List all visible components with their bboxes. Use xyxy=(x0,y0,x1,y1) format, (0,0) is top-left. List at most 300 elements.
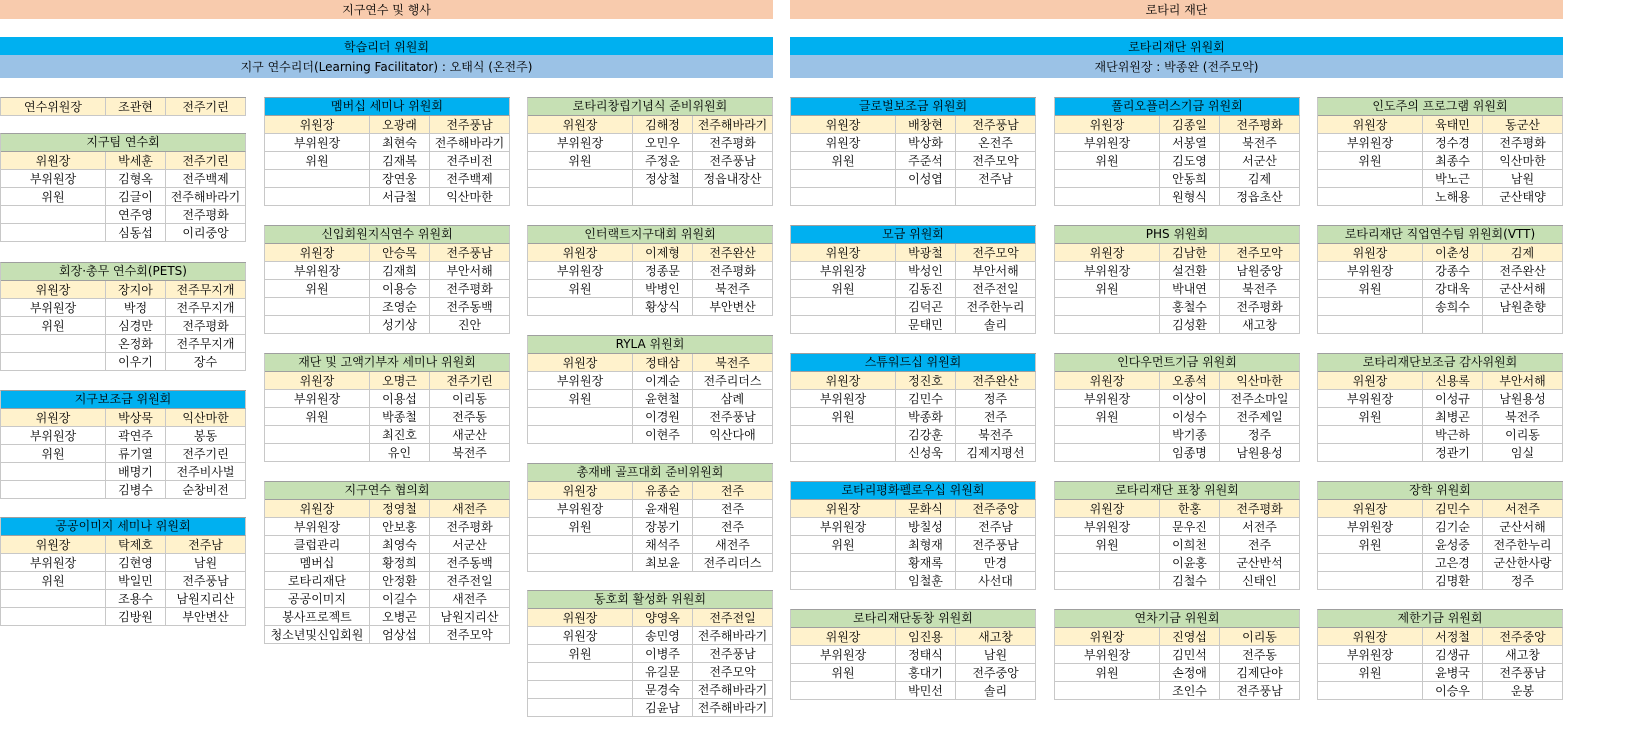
role-cell: 부위원장 xyxy=(528,372,633,390)
club-cell: 전주 xyxy=(956,408,1036,426)
role-cell xyxy=(1,335,106,353)
role-cell: 위원 xyxy=(1055,536,1160,554)
role-cell xyxy=(1,224,106,242)
member-row xyxy=(1,481,246,499)
c-interact-table xyxy=(527,225,773,316)
role-cell: 위원장 xyxy=(791,628,896,646)
role-cell xyxy=(791,426,896,444)
name-cell: 오병곤 xyxy=(370,608,430,626)
c-scholar-table xyxy=(1317,481,1563,590)
name-cell: 오명근 xyxy=(370,372,430,390)
role-cell: 부위원장 xyxy=(265,262,370,280)
role-cell: 위원 xyxy=(1055,152,1160,170)
name-cell: 박민선 xyxy=(896,682,956,700)
name-cell: 주준석 xyxy=(896,152,956,170)
chair-row xyxy=(1055,628,1300,646)
member-row xyxy=(265,590,510,608)
member-row xyxy=(528,645,773,663)
member-row xyxy=(1055,280,1300,298)
training-chair-role: 연수위원장 xyxy=(1,98,106,116)
name-cell: 이희천 xyxy=(1160,536,1220,554)
c-club-title: 동호회 활성화 위원회 xyxy=(528,591,773,609)
member-row xyxy=(1055,554,1300,572)
role-cell: 위원 xyxy=(265,152,370,170)
club-cell: 부안변산 xyxy=(166,608,246,626)
c-phs-table xyxy=(1054,225,1300,334)
name-cell: 연주영 xyxy=(106,206,166,224)
club-cell: 전주평화 xyxy=(1220,500,1300,518)
name-cell: 강종수 xyxy=(1423,262,1483,280)
club-cell: 전주한누리 xyxy=(956,298,1036,316)
member-row xyxy=(1055,408,1300,426)
name-cell: 조영순 xyxy=(370,298,430,316)
c-ryla-title: RYLA 위원회 xyxy=(528,336,773,354)
club-cell: 전주남 xyxy=(956,170,1036,188)
role-cell: 멤버십 xyxy=(265,554,370,572)
role-cell: 위원 xyxy=(528,518,633,536)
role-cell: 부위원장 xyxy=(528,262,633,280)
chair-row xyxy=(791,500,1036,518)
member-row xyxy=(528,699,773,717)
c-fund-title: 모금 위원회 xyxy=(791,226,1036,244)
name-cell: 박광철 xyxy=(896,244,956,262)
club-cell: 군산태양 xyxy=(1483,188,1563,206)
name-cell: 설건환 xyxy=(1160,262,1220,280)
name-cell: 박근하 xyxy=(1423,426,1483,444)
name-cell: 김병수 xyxy=(106,481,166,499)
name-cell xyxy=(633,188,693,206)
club-cell: 정주 xyxy=(956,390,1036,408)
role-cell: 위원 xyxy=(791,536,896,554)
role-cell xyxy=(528,188,633,206)
name-cell: 이제형 xyxy=(633,244,693,262)
club-cell: 전주백제 xyxy=(166,170,246,188)
role-cell: 봉사프로젝트 xyxy=(265,608,370,626)
role-cell: 위원장 xyxy=(1,281,106,299)
club-cell: 전주무지개 xyxy=(166,281,246,299)
c-member-table xyxy=(264,97,510,206)
club-cell: 남원용성 xyxy=(1483,390,1563,408)
club-cell: 서군산 xyxy=(1220,152,1300,170)
role-cell: 부위원장 xyxy=(1055,646,1160,664)
role-cell: 부위원장 xyxy=(1318,390,1423,408)
c-award-table xyxy=(1054,481,1300,590)
role-cell xyxy=(1055,572,1160,590)
name-cell: 손정애 xyxy=(1160,664,1220,682)
club-cell: 전주풍남 xyxy=(693,408,773,426)
c-interact-title: 인터랙트지구대회 위원회 xyxy=(528,226,773,244)
c-anniv-table xyxy=(527,97,773,206)
club-cell: 부안서해 xyxy=(430,262,510,280)
role-cell: 위원 xyxy=(1318,280,1423,298)
club-cell: 이리동 xyxy=(1483,426,1563,444)
club-cell: 전주평화 xyxy=(693,262,773,280)
role-cell xyxy=(791,444,896,462)
role-cell xyxy=(528,298,633,316)
club-cell: 전주비사벌 xyxy=(166,463,246,481)
role-cell: 부위원장 xyxy=(791,262,896,280)
club-cell: 김제 xyxy=(1220,170,1300,188)
member-row xyxy=(528,627,773,645)
role-cell: 부위원장 xyxy=(1318,262,1423,280)
club-cell xyxy=(693,188,773,206)
member-row xyxy=(1,335,246,353)
club-cell: 사선대 xyxy=(956,572,1036,590)
role-cell: 부위원장 xyxy=(1318,134,1423,152)
club-cell: 전주 xyxy=(693,518,773,536)
chair-row xyxy=(1318,116,1563,134)
club-cell: 전주풍남 xyxy=(693,152,773,170)
member-row xyxy=(1,463,246,481)
role-cell xyxy=(1318,298,1423,316)
member-row xyxy=(1318,426,1563,444)
member-row xyxy=(1,299,246,317)
role-cell xyxy=(528,536,633,554)
member-row xyxy=(265,390,510,408)
club-cell: 남원춘향 xyxy=(1483,298,1563,316)
chair-row xyxy=(1318,244,1563,262)
c-council-title: 지구연수 협의회 xyxy=(265,482,510,500)
member-row xyxy=(1,206,246,224)
chair-row xyxy=(791,628,1036,646)
role-cell: 위원장 xyxy=(1,409,106,427)
club-cell: 삼례 xyxy=(693,390,773,408)
c-grant-title: 지구보조금 위원회 xyxy=(1,391,246,409)
role-cell: 위원장 xyxy=(1055,116,1160,134)
club-cell: 전주풍남 xyxy=(693,645,773,663)
name-cell: 심동섭 xyxy=(106,224,166,242)
name-cell: 김해정 xyxy=(633,116,693,134)
role-cell: 위원 xyxy=(791,664,896,682)
club-cell: 임실 xyxy=(1483,444,1563,462)
member-row xyxy=(265,408,510,426)
c-alumni-table xyxy=(790,609,1036,700)
club-cell: 김제 xyxy=(1483,244,1563,262)
club-cell: 전주해바라기 xyxy=(166,188,246,206)
c-peace-title: 로타리평화펠로우십 위원회 xyxy=(791,482,1036,500)
role-cell xyxy=(1055,188,1160,206)
member-row xyxy=(1055,536,1300,554)
club-cell: 김제지평선 xyxy=(956,444,1036,462)
name-cell: 김글이 xyxy=(106,188,166,206)
role-cell: 부위원장 xyxy=(1,170,106,188)
c-annual-title: 연차기금 위원회 xyxy=(1055,610,1300,628)
member-row xyxy=(528,280,773,298)
club-cell: 전주풍남 xyxy=(956,536,1036,554)
c-donor-table xyxy=(264,353,510,462)
member-row xyxy=(1055,316,1300,334)
chair-row xyxy=(1055,500,1300,518)
club-cell: 북전주 xyxy=(693,280,773,298)
member-row xyxy=(791,390,1036,408)
c-endow-title: 인다우먼트기금 위원회 xyxy=(1055,354,1300,372)
name-cell: 박일민 xyxy=(106,572,166,590)
club-cell: 남원 xyxy=(956,646,1036,664)
member-row xyxy=(265,554,510,572)
name-cell: 김현영 xyxy=(106,554,166,572)
name-cell: 방칠성 xyxy=(896,518,956,536)
foundation-committee: 로타리재단 위원회 xyxy=(790,37,1563,55)
chair-row xyxy=(265,244,510,262)
name-cell: 최형재 xyxy=(896,536,956,554)
club-cell: 서전주 xyxy=(1483,500,1563,518)
name-cell: 이경원 xyxy=(633,408,693,426)
role-cell: 위원장 xyxy=(791,372,896,390)
name-cell: 임진용 xyxy=(896,628,956,646)
member-row xyxy=(265,572,510,590)
name-cell: 조인수 xyxy=(1160,682,1220,700)
name-cell: 김남한 xyxy=(1160,244,1220,262)
member-row xyxy=(791,518,1036,536)
club-cell: 장수 xyxy=(166,353,246,371)
role-cell: 위원장 xyxy=(528,609,633,627)
name-cell: 이길수 xyxy=(370,590,430,608)
name-cell: 고은경 xyxy=(1423,554,1483,572)
member-row xyxy=(1318,170,1563,188)
member-row xyxy=(1318,188,1563,206)
member-row xyxy=(791,170,1036,188)
name-cell: 김덕곤 xyxy=(896,298,956,316)
member-row xyxy=(265,444,510,462)
club-cell: 전주모악 xyxy=(430,626,510,644)
club-cell: 봉동 xyxy=(166,427,246,445)
name-cell: 김도영 xyxy=(1160,152,1220,170)
club-cell: 전주평화 xyxy=(1220,298,1300,316)
role-cell: 부위원장 xyxy=(791,390,896,408)
club-cell: 전주완산 xyxy=(1483,262,1563,280)
training-chair-row xyxy=(0,97,246,116)
name-cell: 박정 xyxy=(106,299,166,317)
name-cell: 배명기 xyxy=(106,463,166,481)
member-row xyxy=(791,262,1036,280)
role-cell: 위원장 xyxy=(1318,500,1423,518)
member-row xyxy=(265,626,510,644)
member-row xyxy=(1318,262,1563,280)
c-image-table xyxy=(0,517,246,626)
name-cell: 박병인 xyxy=(633,280,693,298)
member-row xyxy=(265,152,510,170)
role-cell: 위원장 xyxy=(265,244,370,262)
name-cell: 오종석 xyxy=(1160,372,1220,390)
role-cell xyxy=(791,188,896,206)
role-cell: 위원 xyxy=(791,280,896,298)
role-cell xyxy=(1318,554,1423,572)
member-row xyxy=(791,682,1036,700)
club-cell: 전주남 xyxy=(956,518,1036,536)
role-cell xyxy=(528,554,633,572)
club-cell: 북전주 xyxy=(1220,134,1300,152)
role-cell: 위원장 xyxy=(1055,500,1160,518)
role-cell: 위원 xyxy=(1,572,106,590)
club-cell: 전주모악 xyxy=(956,152,1036,170)
club-cell: 진안 xyxy=(430,316,510,334)
club-cell: 새군산 xyxy=(430,426,510,444)
club-cell: 부안서해 xyxy=(956,262,1036,280)
role-cell: 공공이미지 xyxy=(265,590,370,608)
member-row xyxy=(265,262,510,280)
club-cell: 남원 xyxy=(166,554,246,572)
role-cell: 부위원장 xyxy=(1055,390,1160,408)
club-cell: 전주평화 xyxy=(1483,134,1563,152)
club-cell: 북전주 xyxy=(1220,280,1300,298)
member-row xyxy=(528,298,773,316)
club-cell: 전주해바라기 xyxy=(693,627,773,645)
member-row xyxy=(528,426,773,444)
c-club-table xyxy=(527,590,773,717)
c-phs-title: PHS 위원회 xyxy=(1055,226,1300,244)
name-cell: 정종문 xyxy=(633,262,693,280)
name-cell: 임종명 xyxy=(1160,444,1220,462)
club-cell: 전주제일 xyxy=(1220,408,1300,426)
role-cell: 위원장 xyxy=(1318,244,1423,262)
member-row xyxy=(528,170,773,188)
club-cell: 전주소마일 xyxy=(1220,390,1300,408)
member-row xyxy=(265,518,510,536)
role-cell: 위원 xyxy=(791,152,896,170)
role-cell: 부위원장 xyxy=(1318,518,1423,536)
role-cell xyxy=(265,188,370,206)
c-restrict-title: 제한기금 위원회 xyxy=(1318,610,1563,628)
chair-row xyxy=(265,500,510,518)
c-alumni-title: 로타리재단동창 위원회 xyxy=(791,610,1036,628)
member-row xyxy=(1055,390,1300,408)
chair-row xyxy=(528,609,773,627)
role-cell: 위원장 xyxy=(1055,628,1160,646)
c-team-table xyxy=(0,133,246,242)
member-row xyxy=(1055,188,1300,206)
club-cell: 익산마한 xyxy=(430,188,510,206)
name-cell: 박종화 xyxy=(896,408,956,426)
club-cell: 전주풍남 xyxy=(166,572,246,590)
name-cell: 유종순 xyxy=(633,482,693,500)
chair-row xyxy=(791,244,1036,262)
role-cell xyxy=(265,444,370,462)
member-row xyxy=(1055,572,1300,590)
name-cell xyxy=(1423,316,1483,334)
role-cell: 위원장 xyxy=(265,500,370,518)
name-cell: 양영옥 xyxy=(633,609,693,627)
club-cell: 전주무지개 xyxy=(166,299,246,317)
name-cell: 김형옥 xyxy=(106,170,166,188)
club-cell: 전주 xyxy=(693,482,773,500)
name-cell: 박기종 xyxy=(1160,426,1220,444)
role-cell: 위원장 xyxy=(528,627,633,645)
role-cell: 위원 xyxy=(528,152,633,170)
member-row xyxy=(791,664,1036,682)
name-cell: 채석주 xyxy=(633,536,693,554)
name-cell: 김재복 xyxy=(370,152,430,170)
member-row xyxy=(528,518,773,536)
role-cell: 위원 xyxy=(265,408,370,426)
name-cell: 최종수 xyxy=(1423,152,1483,170)
c-audit-table xyxy=(1317,353,1563,462)
role-cell: 위원 xyxy=(528,280,633,298)
c-vtt-table xyxy=(1317,225,1563,334)
member-row xyxy=(791,554,1036,572)
club-cell: 전주평화 xyxy=(430,518,510,536)
role-cell: 위원장 xyxy=(791,244,896,262)
c-polio-table xyxy=(1054,97,1300,206)
c-ryla-table xyxy=(527,335,773,444)
role-cell xyxy=(791,316,896,334)
role-cell: 부위원장 xyxy=(1055,518,1160,536)
club-cell xyxy=(1483,316,1563,334)
member-row xyxy=(265,280,510,298)
name-cell: 최보윤 xyxy=(633,554,693,572)
name-cell: 박성인 xyxy=(896,262,956,280)
club-cell: 동군산 xyxy=(1483,116,1563,134)
club-cell: 전주해바라기 xyxy=(693,681,773,699)
c-donor-title: 재단 및 고액기부자 세미나 위원회 xyxy=(265,354,510,372)
name-cell: 김철수 xyxy=(1160,572,1220,590)
c-vtt-title: 로타리재단 직업연수팀 위원회(VTT) xyxy=(1318,226,1563,244)
name-cell: 이춘성 xyxy=(1423,244,1483,262)
club-cell: 새전주 xyxy=(693,536,773,554)
role-cell: 부위원장 xyxy=(528,500,633,518)
c-steward-table xyxy=(790,353,1036,462)
member-row xyxy=(1,188,246,206)
club-cell: 정주 xyxy=(1220,426,1300,444)
name-cell: 안동희 xyxy=(1160,170,1220,188)
member-row xyxy=(791,444,1036,462)
club-cell: 부안변산 xyxy=(693,298,773,316)
name-cell: 조용수 xyxy=(106,590,166,608)
member-row xyxy=(528,152,773,170)
member-row xyxy=(265,608,510,626)
name-cell: 최병곤 xyxy=(1423,408,1483,426)
name-cell: 서봉열 xyxy=(1160,134,1220,152)
club-cell: 전주평화 xyxy=(166,206,246,224)
name-cell: 강대욱 xyxy=(1423,280,1483,298)
member-row xyxy=(1318,408,1563,426)
club-cell: 서전주 xyxy=(1220,518,1300,536)
chair-row xyxy=(1318,628,1563,646)
club-cell: 전주풍남 xyxy=(430,116,510,134)
club-cell: 전주무지개 xyxy=(166,335,246,353)
name-cell: 윤재원 xyxy=(633,500,693,518)
club-cell: 전주평화 xyxy=(693,134,773,152)
role-cell xyxy=(791,572,896,590)
club-cell: 전주풍남 xyxy=(956,116,1036,134)
name-cell: 유인 xyxy=(370,444,430,462)
club-cell: 전주전일 xyxy=(693,609,773,627)
learning-facilitator-line: 지구 연수리더(Learning Facilitator) : 오태식 (온전주) xyxy=(0,55,773,78)
club-cell: 북전주 xyxy=(693,354,773,372)
member-row xyxy=(1055,170,1300,188)
club-cell: 전주모악 xyxy=(693,663,773,681)
c-polio-title: 폴리오플러스기금 위원회 xyxy=(1055,98,1300,116)
section-title-training: 지구연수 및 행사 xyxy=(0,0,773,19)
club-cell: 전주해바라기 xyxy=(430,134,510,152)
member-row xyxy=(265,134,510,152)
club-cell: 북전주 xyxy=(1483,408,1563,426)
member-row xyxy=(1055,134,1300,152)
name-cell: 박세훈 xyxy=(106,152,166,170)
member-row xyxy=(791,646,1036,664)
club-cell: 전주 xyxy=(693,500,773,518)
member-row xyxy=(265,536,510,554)
chair-row xyxy=(791,372,1036,390)
c-pets-title: 회장·총무 연수회(PETS) xyxy=(1,263,246,281)
club-cell: 서군산 xyxy=(430,536,510,554)
name-cell: 성기상 xyxy=(370,316,430,334)
club-cell: 전주 xyxy=(1220,536,1300,554)
c-grant-table xyxy=(0,390,246,499)
name-cell: 진영섭 xyxy=(1160,628,1220,646)
role-cell: 위원장 xyxy=(1318,372,1423,390)
club-cell: 익산마한 xyxy=(1483,152,1563,170)
member-row xyxy=(1318,444,1563,462)
